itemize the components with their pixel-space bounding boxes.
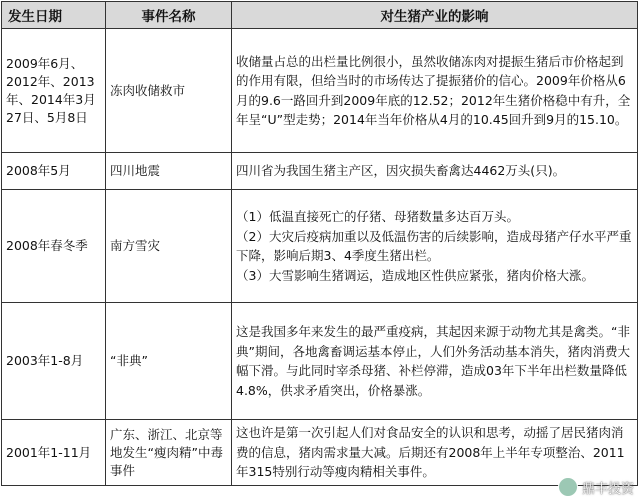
cell-event: 四川地震 (106, 153, 232, 190)
impact-paragraph: 收储量占总的出栏量比例很小，虽然收储冻肉对提振生猪后市价格起到的作用有限，但给当时的市场传达了提振猪价的信心。2009年价格从6月的9.6一路回升到2009年底的12.52；2012年生猪价格稳中有升，全年呈“U”型走势；2014年当年价格从4月的10.45回升到9月的15.10。 (236, 53, 631, 127)
cell-impact (232, 29, 638, 153)
impact-paragraph: （2）大灾后疫病加重以及低温伤害的后续影响，造成母猪产仔水平严重下降，影响后期3、4季度生猪出栏。 (236, 228, 632, 263)
cell-date: 2008年5月 (2, 153, 106, 190)
cell-impact (232, 303, 638, 420)
cell-date: 2008年春冬季 (2, 190, 106, 303)
header-event: 事件名称 (106, 2, 232, 29)
cell-event: 南方雪灾 (106, 190, 232, 303)
cell-event: 冻肉收储救市 (106, 29, 232, 153)
table-row (2, 303, 638, 420)
cell-impact (232, 420, 638, 486)
table-row (2, 153, 638, 190)
cell-date: 2001年1-11月 (2, 420, 106, 486)
cell-date: 2003年1-8月 (2, 303, 106, 420)
cell-event: 广东、浙江、北京等地发生“瘦肉精”中毒事件 (106, 420, 232, 486)
impact-paragraph: （3）大雪影响生猪调运，造成地区性供应紧张，猪肉价格大涨。 (236, 267, 594, 283)
table-row (2, 420, 638, 486)
table-header-row (2, 2, 638, 29)
cell-event: “非典” (106, 303, 232, 420)
cell-impact (232, 153, 638, 190)
cell-impact (232, 190, 638, 303)
cell-date: 2009年6月、2012年、2013年、2014年3月27日、5月8日 (2, 29, 106, 153)
watermark-text: 鼎丰投资 (581, 481, 634, 497)
watermark (558, 477, 634, 497)
impact-paragraph: 这也许是第一次引起人们对食品安全的认识和思考，动摇了居民猪肉消费的信息，猪肉需求量大减。后期还有2008年上半年专项整治、2011年315特别行动等瘦肉精相关事件。 (236, 425, 625, 480)
table-row (2, 29, 638, 153)
wechat-logo-icon (558, 477, 578, 497)
header-date: 发生日期 (2, 2, 106, 29)
header-impact: 对生猪产业的影响 (232, 2, 638, 29)
table-row (2, 190, 638, 303)
events-impact-table (1, 1, 638, 486)
impact-paragraph: 这是我国多年来发生的最严重疫病，其起因来源于动物尤其是禽类。“非典”期间，各地禽畜调运基本停止，人们外务活动基本消失，猪肉消费大幅下滑。与此同时宰杀母猪、补栏停滞，造成03年下半年出栏数量降低4.8%，供求矛盾突出，价格暴涨。 (236, 324, 630, 398)
impact-paragraph: 四川省为我国生猪主产区，因灾损失畜禽达4462万头(只)。 (236, 163, 566, 179)
impact-paragraph: （1）低温直接死亡的仔猪、母猪数量多达百万头。 (236, 209, 519, 224)
